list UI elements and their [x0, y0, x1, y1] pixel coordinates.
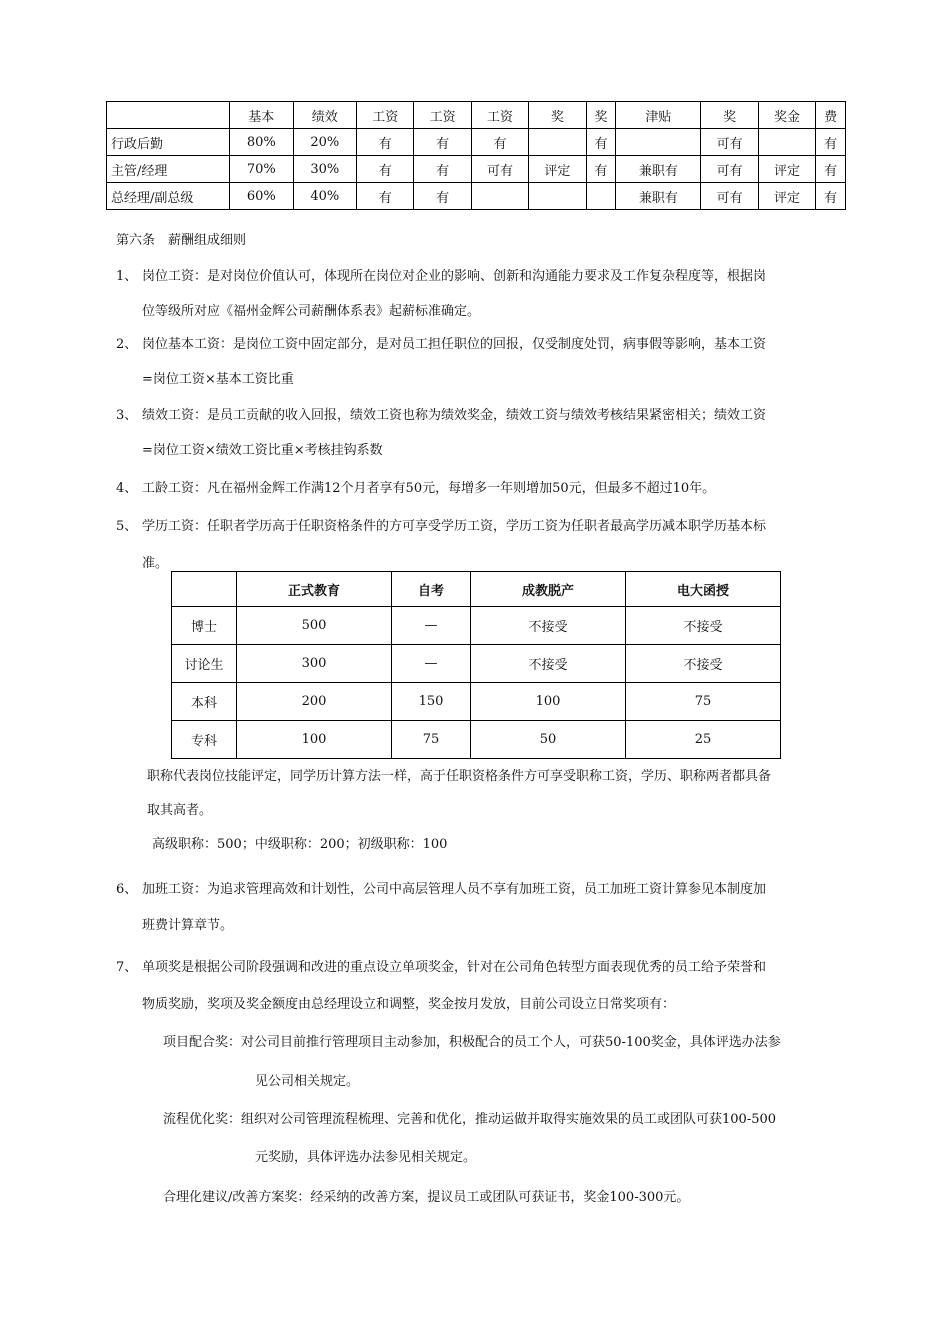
table-cell: 有 — [816, 156, 846, 183]
item-number: 6、 — [116, 882, 138, 897]
table-cell: 行政后勤 — [107, 129, 230, 156]
item-text: 学历工资：任职者学历高于任职资格条件的方可享受学历工资，学历工资为任职者最高学历减本职学历基本标 — [142, 519, 767, 534]
education-salary-table — [171, 571, 781, 759]
table-cell: 100 — [470, 683, 625, 721]
table-cell: 工资 — [414, 102, 471, 129]
table-header-row — [172, 572, 781, 607]
table-cell: 兼职有 — [616, 156, 701, 183]
table-cell — [758, 129, 815, 156]
table-cell: 不接受 — [470, 607, 625, 645]
item-text: 位等级所对应《福州金辉公司薪酬体系表》起薪标准确定。 — [142, 304, 481, 319]
table-cell: 本科 — [172, 683, 237, 721]
table-cell: 有 — [357, 129, 414, 156]
table-cell — [172, 572, 237, 607]
item-text: =岗位工资×绩效工资比重×考核挂钩系数 — [142, 443, 383, 458]
table-row — [107, 156, 846, 183]
item-number: 7、 — [116, 960, 138, 975]
item-number: 3、 — [116, 408, 138, 423]
table-row — [172, 607, 781, 645]
table-cell: 500 — [237, 607, 392, 645]
table-cell: 津贴 — [616, 102, 701, 129]
table-cell: 50 — [470, 721, 625, 759]
table-cell: 工资 — [471, 102, 528, 129]
table-cell: 有 — [471, 129, 528, 156]
table-cell — [586, 183, 616, 210]
salary-structure-table — [106, 101, 846, 210]
table-cell: 奖 — [529, 102, 586, 129]
table-cell: 150 — [392, 683, 471, 721]
table-cell: 总经理/副总级 — [107, 183, 230, 210]
table-cell: 75 — [392, 721, 471, 759]
item-text: =岗位工资×基本工资比重 — [142, 372, 294, 387]
table-cell: 25 — [625, 721, 780, 759]
table-cell: 60% — [230, 183, 294, 210]
item-text: 单项奖是根据公司阶段强调和改进的重点设立单项奖金，针对在公司角色转型方面表现优秀的员工给予荣誉和 — [142, 960, 767, 975]
table-cell: 有 — [357, 156, 414, 183]
table-cell: 不接受 — [625, 645, 780, 683]
item-text: 岗位工资：是对岗位价值认可，体现所在岗位对企业的影响、创新和沟通能力要求及工作复杂程度等，根据岗 — [142, 269, 767, 284]
table-row — [172, 683, 781, 721]
table-cell: 奖金 — [758, 102, 815, 129]
table-cell: 主管/经理 — [107, 156, 230, 183]
table-cell: 不接受 — [470, 645, 625, 683]
table-cell: 博士 — [172, 607, 237, 645]
table-cell: 可有 — [701, 183, 758, 210]
table-cell: 不接受 — [625, 607, 780, 645]
item-text: 准。 — [142, 556, 169, 571]
table-cell: 有 — [586, 156, 616, 183]
item-number: 5、 — [116, 519, 138, 534]
table-cell: 正式教育 — [237, 572, 392, 607]
table-cell: 100 — [237, 721, 392, 759]
table-cell: 可有 — [471, 156, 528, 183]
title-levels: 高级职称：500；中级职称：200；初级职称：100 — [152, 837, 448, 852]
table-cell: 30% — [293, 156, 357, 183]
table-cell: 费 — [816, 102, 846, 129]
table-cell: 有 — [414, 129, 471, 156]
table-cell: 70% — [230, 156, 294, 183]
table-cell: 成教脱产 — [470, 572, 625, 607]
table-cell: 40% — [293, 183, 357, 210]
table-cell — [529, 129, 586, 156]
item-number: 1、 — [116, 269, 138, 284]
item-number: 2、 — [116, 337, 138, 352]
title-note: 取其高者。 — [147, 803, 213, 818]
table-cell — [107, 102, 230, 129]
item-text: 岗位基本工资：是岗位工资中固定部分，是对员工担任职位的回报，仅受制度处罚，病事假等影响，基本工资 — [142, 337, 767, 352]
item-text: 物质奖励，奖项及奖金额度由总经理设立和调整，奖金按月发放，目前公司设立日常奖项有： — [142, 997, 676, 1012]
award-text: 流程优化奖：组织对公司管理流程梳理、完善和优化，推动运做并取得实施效果的员工或团队可获100-500 — [163, 1112, 777, 1127]
item-text: 班费计算章节。 — [142, 918, 234, 933]
item-text: 绩效工资：是员工贡献的收入回报，绩效工资也称为绩效奖金，绩效工资与绩效考核结果紧密相关；绩效工资 — [142, 408, 767, 423]
table-cell: 有 — [816, 129, 846, 156]
table-row — [107, 183, 846, 210]
table-cell: 奖 — [701, 102, 758, 129]
table-cell: 80% — [230, 129, 294, 156]
item-number: 4、 — [116, 481, 138, 496]
table-cell — [529, 183, 586, 210]
table-cell: 75 — [625, 683, 780, 721]
table-cell: 有 — [357, 183, 414, 210]
table-cell: 电大函授 — [625, 572, 780, 607]
table-cell: 兼职有 — [616, 183, 701, 210]
award-text: 元奖励，具体评选办法参见相关规定。 — [255, 1150, 477, 1165]
title-note: 职称代表岗位技能评定，同学历计算方法一样，高于任职资格条件方可享受职称工资，学历、职称两者都具备 — [147, 769, 772, 784]
table-cell: 讨论生 — [172, 645, 237, 683]
table-cell: 20% — [293, 129, 357, 156]
table-cell: — — [392, 607, 471, 645]
table-cell: 有 — [816, 183, 846, 210]
table-row — [107, 129, 846, 156]
table-cell: 可有 — [701, 156, 758, 183]
table-cell: 自考 — [392, 572, 471, 607]
award-text: 项目配合奖：对公司目前推行管理项目主动参加，积极配合的员工个人，可获50-100奖金，具体评选办法参 — [163, 1035, 781, 1050]
table-cell: 基本 — [230, 102, 294, 129]
table-cell: 有 — [414, 183, 471, 210]
table-cell: 200 — [237, 683, 392, 721]
award-text: 见公司相关规定。 — [255, 1074, 360, 1089]
table-cell: 专科 — [172, 721, 237, 759]
item-text: 加班工资：为追求管理高效和计划性，公司中高层管理人员不享有加班工资，员工加班工资计算参见本制度加 — [142, 882, 767, 897]
table-cell: 300 — [237, 645, 392, 683]
table-cell: 有 — [414, 156, 471, 183]
table-cell: 评定 — [758, 156, 815, 183]
table-cell: 评定 — [758, 183, 815, 210]
table-cell — [616, 129, 701, 156]
item-text: 工龄工资：凡在福州金辉工作满12个月者享有50元，每增多一年则增加50元，但最多不超过10年。 — [142, 481, 716, 496]
table-row — [172, 721, 781, 759]
award-text: 合理化建议/改善方案奖：经采纳的改善方案，提议员工或团队可获证书，奖金100-300元。 — [163, 1190, 690, 1205]
table-cell: 评定 — [529, 156, 586, 183]
table-cell: 工资 — [357, 102, 414, 129]
table-cell: 奖 — [586, 102, 616, 129]
article-title: 第六条 薪酬组成细则 — [116, 233, 247, 248]
table-cell: — — [392, 645, 471, 683]
table-cell: 绩效 — [293, 102, 357, 129]
table-header-row — [107, 102, 846, 129]
table-cell: 有 — [586, 129, 616, 156]
table-row — [172, 645, 781, 683]
table-cell: 可有 — [701, 129, 758, 156]
table-cell — [471, 183, 528, 210]
